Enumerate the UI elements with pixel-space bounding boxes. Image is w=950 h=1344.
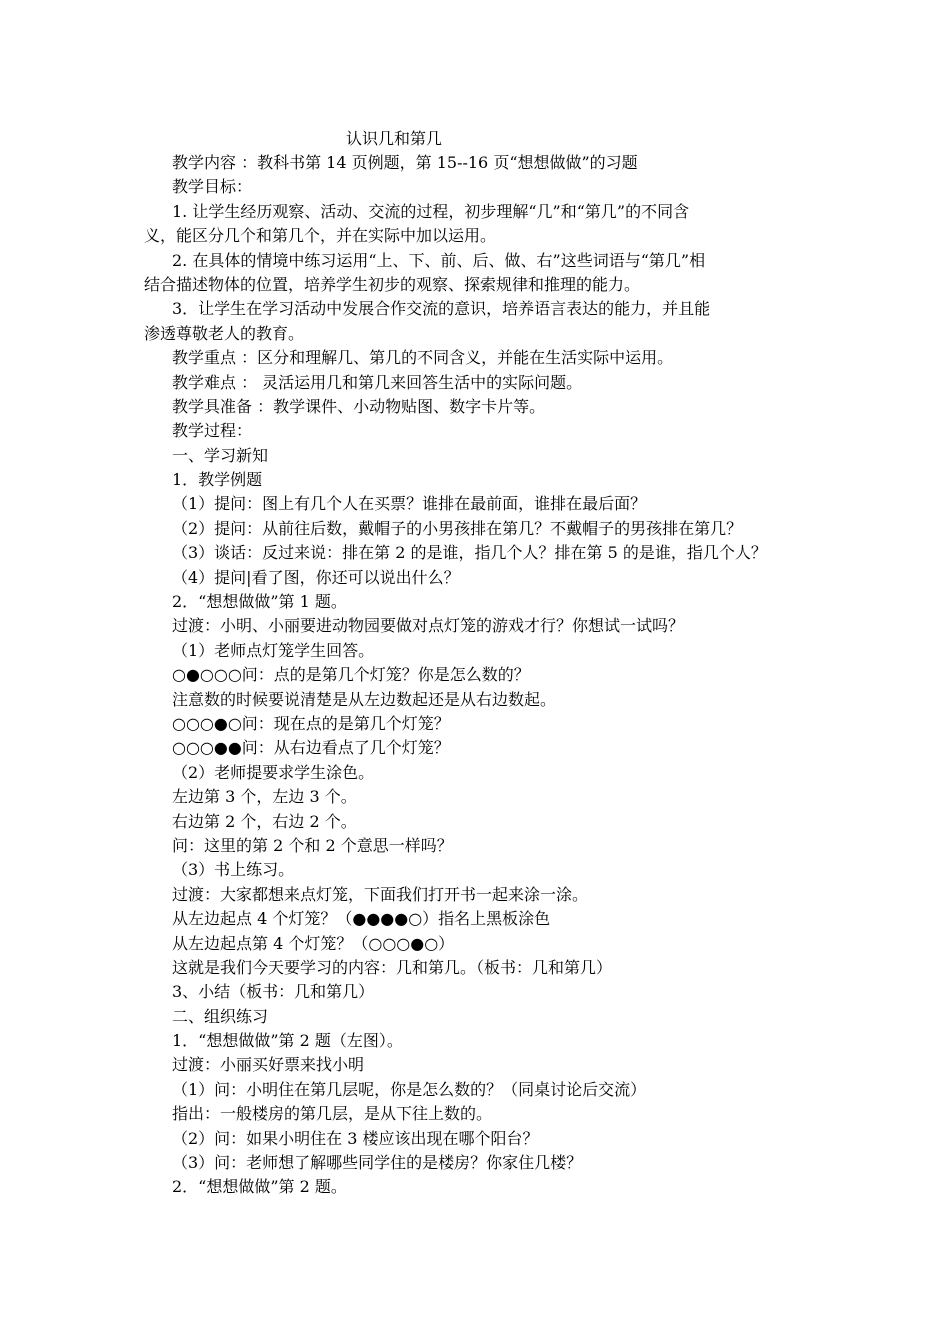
text-line: 过渡：大家都想来点灯笼，下面我们打开书一起来涂一涂。 xyxy=(172,884,589,904)
text-line: 注意数的时候要说清楚是从左边数起还是从右边数起。 xyxy=(172,689,557,709)
text-line: 过渡：小明、小丽要进动物园要做对点灯笼的游戏才行？你想试一试吗？ xyxy=(172,616,685,636)
text-line: （2）问：如果小明住在 3 楼应该出现在哪个阳台？ xyxy=(172,1128,539,1148)
text-line: 指出：一般楼房的第几层，是从下往上数的。 xyxy=(172,1104,493,1124)
text-line: （3）谈话：反过来说：排在第 2 的是谁，指几个人？排在第 5 的是谁，指几个人？ xyxy=(172,543,767,563)
text-line: 右边第 2 个，右边 2 个。 xyxy=(172,811,357,831)
document-title: 认识几和第几 xyxy=(346,129,443,148)
text-line: 教学难点 ： 灵活运用几和第几来回答生活中的实际问题。 xyxy=(172,372,583,392)
text-line: 一、学习新知 xyxy=(172,445,269,465)
text-line: 2. 在具体的情境中练习运用“上、下、前、后、做、右”这些词语与“第几”相 xyxy=(172,250,706,270)
text-line: ○○○●○问：现在点的是第几个灯笼？ xyxy=(172,713,450,733)
text-line: （1）老师点灯笼学生回答。 xyxy=(172,640,375,660)
text-line: 二、组织练习 xyxy=(172,1006,269,1026)
text-line: 过渡：小丽买好票来找小明 xyxy=(172,1055,365,1075)
document-body xyxy=(144,151,812,1200)
text-line: （4）提问|看了图，你还可以说出什么？ xyxy=(172,567,460,587)
text-line: 2．“想想做做”第 2 题。 xyxy=(172,1177,347,1197)
text-line: （3）问：老师想了解哪些同学住的是楼房？你家住几楼？ xyxy=(172,1153,583,1173)
text-line: 左边第 3 个，左边 3 个。 xyxy=(172,787,357,807)
text-line: 问：这里的第 2 个和 2 个意思一样吗？ xyxy=(172,835,453,855)
text-line: （2）提问：从前往后数，戴帽子的小男孩排在第几？不戴帽子的男孩排在第几？ xyxy=(172,518,743,538)
text-line: 1．教学例题 xyxy=(172,470,263,490)
text-line: ○●○○○问：点的是第几个灯笼？你是怎么数的？ xyxy=(172,665,530,685)
text-line: ○○○●●问：从右边看点了几个灯笼？ xyxy=(172,738,450,758)
text-line: 教学重点 ：区分和理解几、第几的不同含义，并能在生活实际中运用。 xyxy=(172,348,674,368)
text-line: 从左边起点 4 个灯笼？（●●●●○）指名上黑板涂色 xyxy=(172,909,551,929)
text-line: （3）书上练习。 xyxy=(172,860,295,880)
text-line: 教学目标： xyxy=(172,177,253,197)
text-line: 渗透尊敬老人的教育。 xyxy=(144,323,305,343)
text-line: 义，能区分几个和第几个，并在实际中加以运用。 xyxy=(144,226,497,246)
text-line: （1）问：小明住在第几层呢，你是怎么数的？（同桌讨论后交流） xyxy=(172,1079,647,1099)
text-line: 2．“想想做做”第 1 题。 xyxy=(172,592,347,612)
text-line: 结合描述物体的位置，培养学生初步的观察、探索规律和推理的能力。 xyxy=(144,274,641,294)
text-line: 这就是我们今天要学习的内容：几和第几。（板书：几和第几） xyxy=(172,957,613,977)
text-line: 1．“想想做做”第 2 题（左图）。 xyxy=(172,1031,403,1051)
text-line: 1. 让学生经历观察、活动、交流的过程，初步理解“几”和“第几”的不同含 xyxy=(172,201,690,221)
text-line: （2）老师提要求学生涂色。 xyxy=(172,762,375,782)
text-line: （1）提问：图上有几个人在买票？谁排在最前面，谁排在最后面？ xyxy=(172,494,647,514)
text-line: 教学具准备 ：教学课件、小动物贴图、数字卡片等。 xyxy=(172,396,546,416)
text-line: 3、小结（板书：几和第几） xyxy=(172,982,375,1002)
text-line: 从左边起点第 4 个灯笼？（○○○●○） xyxy=(172,933,455,953)
text-line: 3．让学生在学习活动中发展合作交流的意识，培养语言表达的能力，并且能 xyxy=(172,299,711,319)
text-line: 教学内容 ：教科书第 14 页例题，第 15--16 页“想想做做”的习题 xyxy=(172,153,638,172)
text-line: 教学过程： xyxy=(172,421,253,441)
